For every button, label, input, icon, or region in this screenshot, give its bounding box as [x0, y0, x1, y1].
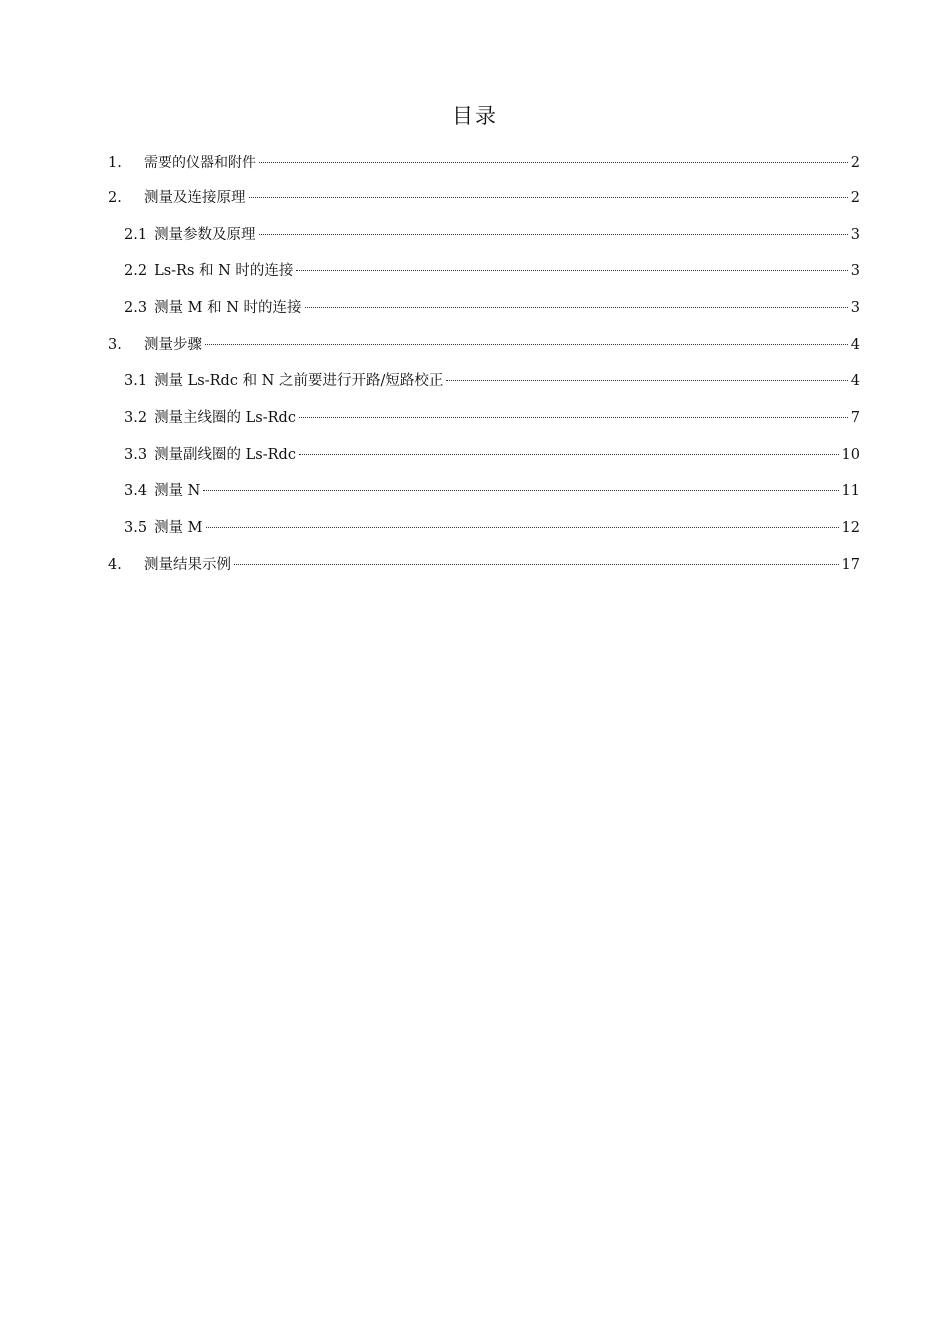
dot-leader [296, 270, 847, 271]
dot-leader [259, 162, 848, 163]
toc-entry[interactable] [124, 261, 860, 281]
dot-leader [249, 197, 848, 198]
toc-entry-label: 测量及连接原理 [144, 190, 246, 206]
toc-entry-number: 3.4 [124, 483, 148, 499]
toc-entry-number: 3. [108, 337, 122, 353]
toc-entry-label: 测量主线圈的 Ls-Rdc [154, 410, 296, 426]
toc-entry-label: 测量 N [154, 483, 201, 499]
dot-leader [234, 564, 839, 565]
toc-entry-label: 测量副线圈的 Ls-Rdc [154, 447, 296, 463]
toc-entry[interactable] [124, 298, 860, 318]
toc-entry-number: 2.3 [124, 300, 148, 316]
toc-entry-label: 测量参数及原理 [154, 227, 256, 243]
page-title: 目录 [452, 104, 498, 128]
toc-entry-page: 3 [850, 300, 860, 316]
toc-entry[interactable] [108, 153, 860, 173]
toc-entry-label: 测量 M [154, 520, 203, 536]
toc-entry-number: 3.5 [124, 520, 148, 536]
toc-entry-page: 11 [841, 483, 860, 499]
dot-leader [299, 454, 839, 455]
dot-leader [203, 490, 838, 491]
toc-entry-page: 10 [841, 447, 860, 463]
toc-entry-page: 2 [850, 155, 860, 171]
toc-entry-label: Ls-Rs 和 N 时的连接 [154, 263, 294, 279]
toc-entry-label: 需要的仪器和附件 [144, 155, 256, 171]
toc-entry-label: 测量结果示例 [144, 557, 231, 573]
toc-entry-page: 2 [850, 190, 860, 206]
toc-entry[interactable] [124, 408, 860, 428]
toc-entry-number: 3.1 [124, 373, 148, 389]
dot-leader [305, 307, 848, 308]
toc-entry-number: 4. [108, 557, 122, 573]
toc-entry-page: 4 [850, 373, 860, 389]
toc-entry-number: 1. [108, 155, 122, 171]
toc-entry[interactable] [124, 225, 860, 245]
toc-entry-page: 3 [850, 263, 860, 279]
toc-entry-number: 2.1 [124, 227, 148, 243]
dot-leader [446, 380, 847, 381]
toc-entry-page: 3 [850, 227, 860, 243]
toc-entry[interactable] [108, 335, 860, 355]
toc-entry-label: 测量 Ls-Rdc 和 N 之前要进行开路/短路校正 [154, 373, 444, 389]
toc-entry[interactable] [108, 188, 860, 208]
toc-entry[interactable] [124, 445, 860, 465]
toc-entry-page: 4 [850, 337, 860, 353]
toc-entry-page: 7 [850, 410, 860, 426]
toc-entry-number: 2.2 [124, 263, 148, 279]
toc-entry[interactable] [108, 555, 860, 575]
toc-entry[interactable] [124, 371, 860, 391]
toc-entry-page: 12 [841, 520, 860, 536]
toc-entry-label: 测量 M 和 N 时的连接 [154, 300, 302, 316]
toc-entry-number: 3.3 [124, 447, 148, 463]
toc-entry-label: 测量步骤 [144, 337, 202, 353]
dot-leader [299, 417, 848, 418]
toc-entry-number: 2. [108, 190, 122, 206]
dot-leader [205, 344, 848, 345]
toc-entry-page: 17 [841, 557, 860, 573]
toc-entry[interactable] [124, 481, 860, 501]
toc-entry-number: 3.2 [124, 410, 148, 426]
dot-leader [206, 527, 839, 528]
dot-leader [259, 234, 848, 235]
toc-entry[interactable] [124, 518, 860, 538]
